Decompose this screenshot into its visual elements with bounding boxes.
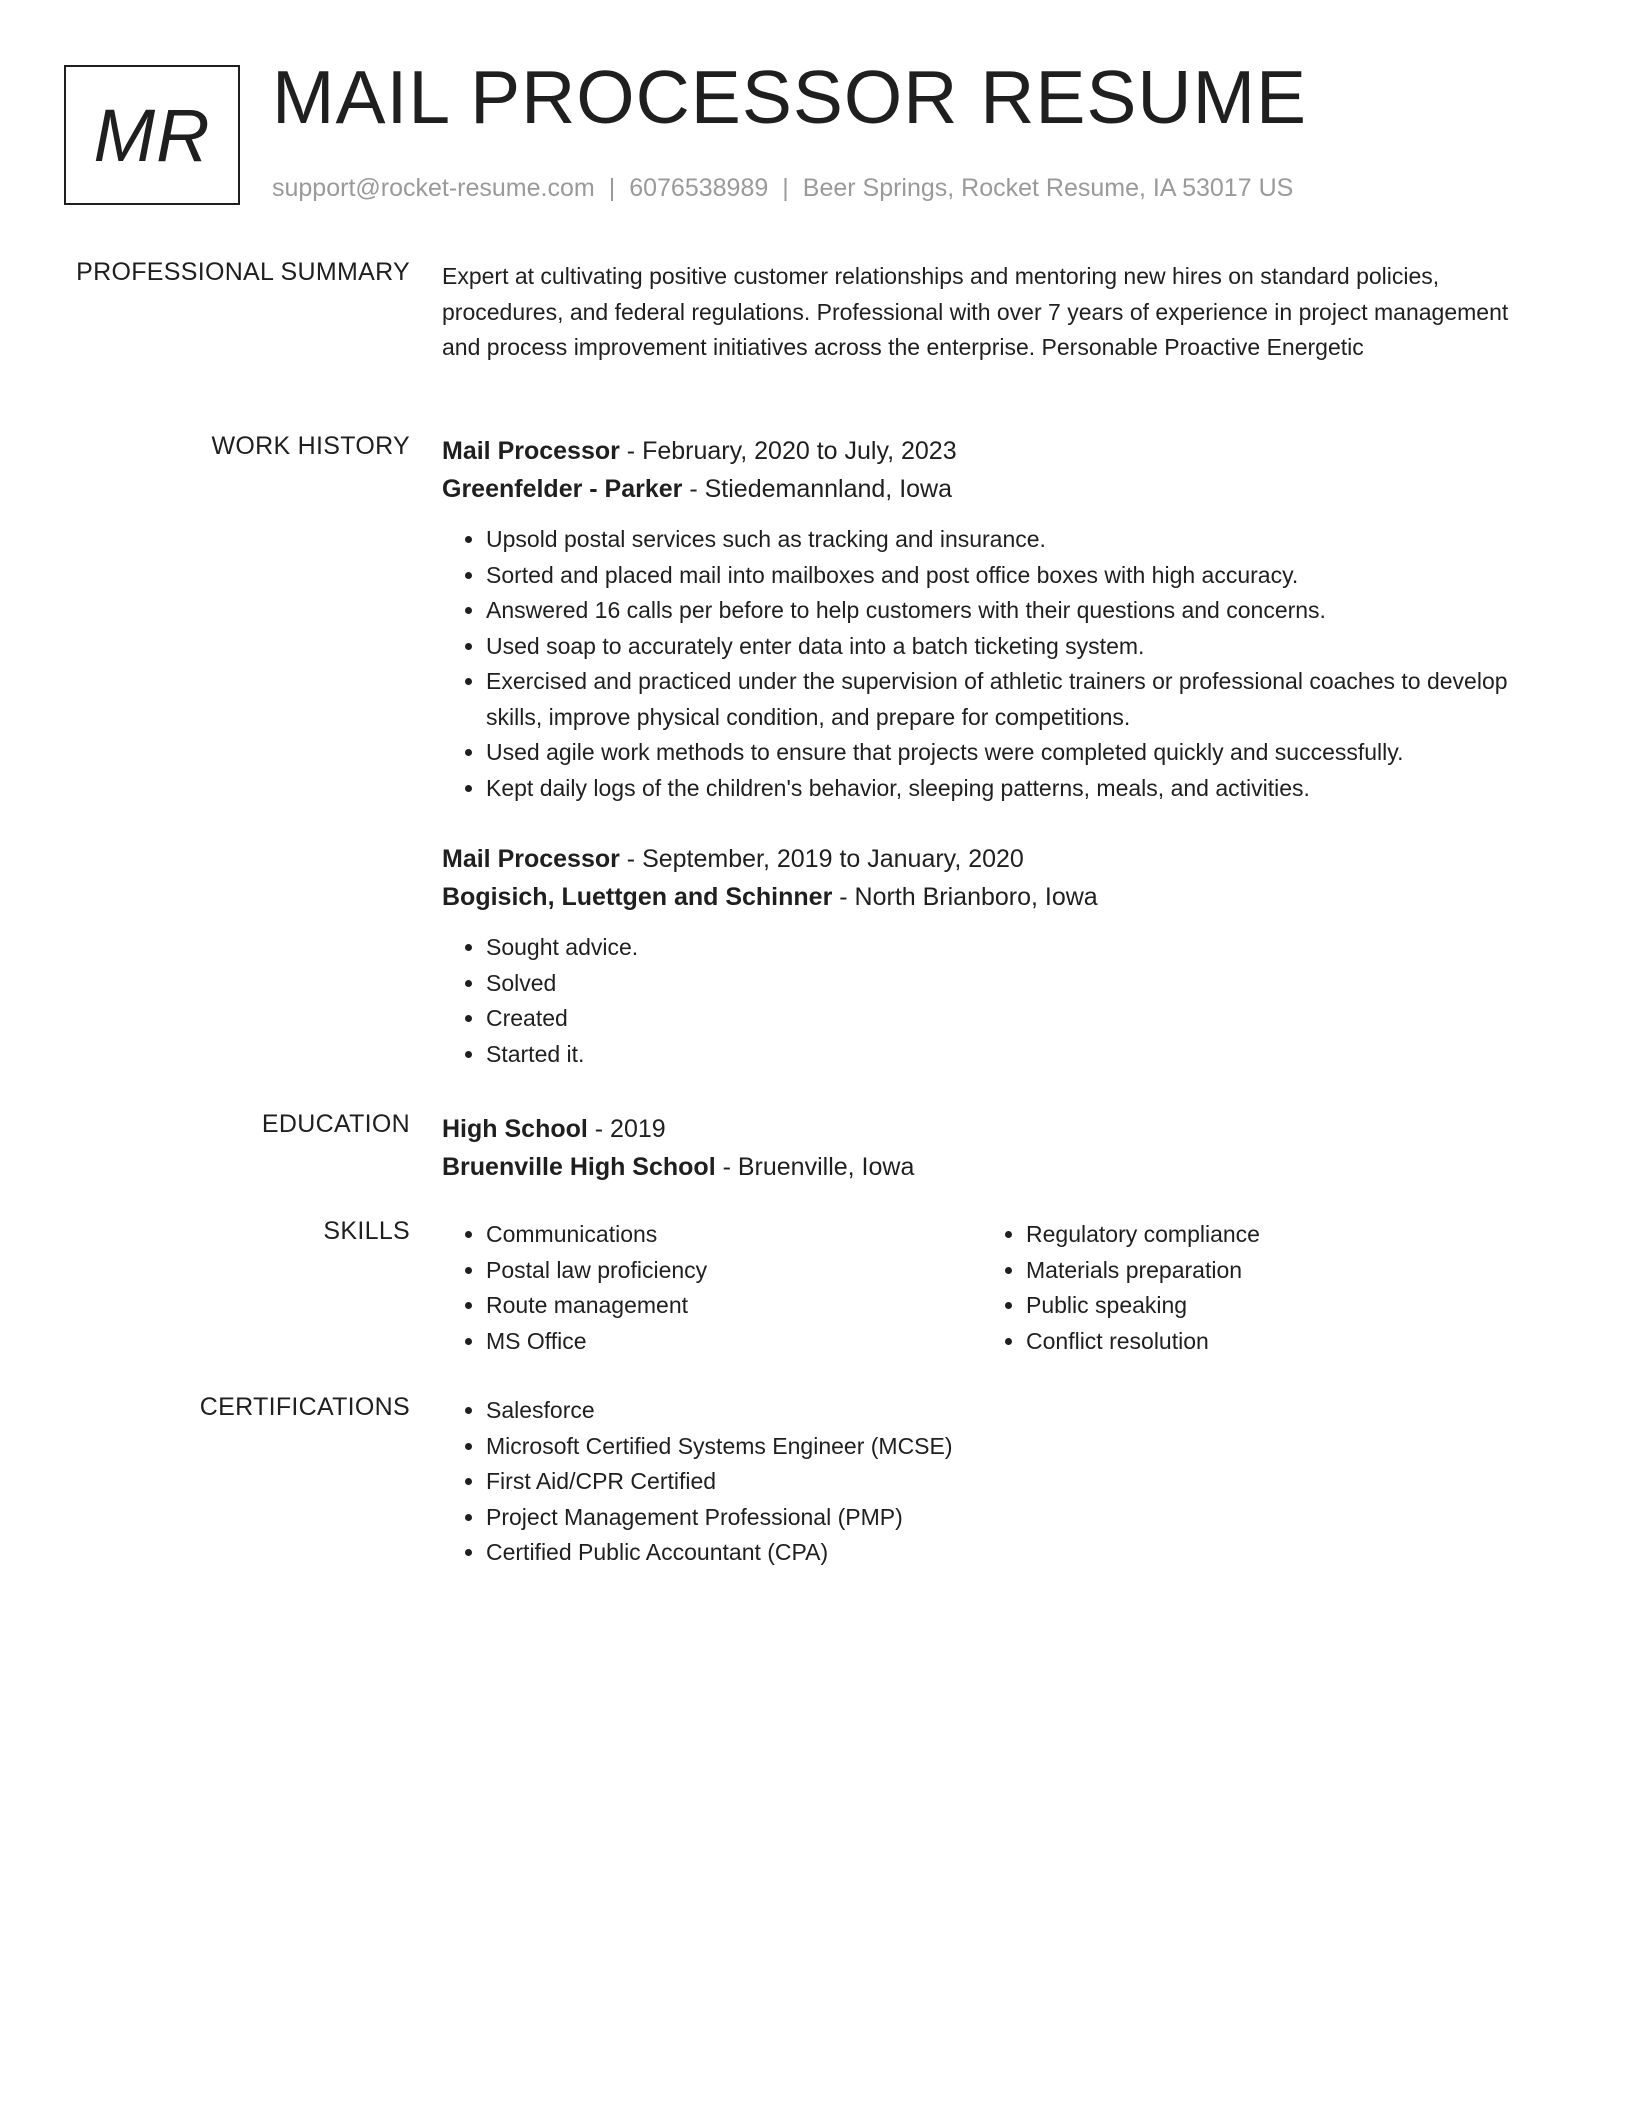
list-item: • Postal law proficiency — [486, 1253, 982, 1289]
job-company: Bogisich, Luettgen and Schinner — [442, 883, 833, 911]
contact-email[interactable]: support@rocket-resume.com — [272, 174, 595, 202]
education-degree: High School — [442, 1115, 588, 1143]
list-item: • Answered 16 calls per before to help customers with their questions and concerns. — [486, 593, 1522, 629]
job-title-line — [442, 840, 1522, 878]
page-title: MAIL PROCESSOR RESUME — [272, 55, 1308, 139]
education-year: - 2019 — [587, 1115, 666, 1143]
list-item: • Materials preparation — [1026, 1253, 1522, 1289]
list-item: • Created — [486, 1001, 1522, 1037]
contact-separator: | — [608, 174, 616, 202]
job-entry — [442, 840, 1522, 1072]
education-degree-line — [442, 1110, 1522, 1148]
contact-separator: | — [782, 174, 789, 202]
job-title: Mail Processor — [442, 437, 620, 465]
job-dates: - September, 2019 to January, 2020 — [619, 845, 1024, 873]
education-body — [442, 1110, 1522, 1186]
list-item: • Communications — [486, 1217, 982, 1253]
list-item: • Solved — [486, 966, 1522, 1002]
list-item: • Regulatory compliance — [1026, 1217, 1522, 1253]
skills-heading: SKILLS — [323, 1217, 410, 1245]
certifications-heading: CERTIFICATIONS — [199, 1393, 410, 1421]
list-item: • Used agile work methods to ensure that projects were completed quickly and successfully. — [486, 735, 1522, 771]
list-item: • MS Office — [486, 1324, 982, 1360]
contact-line — [272, 174, 1293, 203]
education-heading: EDUCATION — [261, 1110, 410, 1138]
job-place: - North Brianboro, Iowa — [832, 883, 1098, 911]
certifications-body — [442, 1393, 1522, 1571]
list-item: • Route management — [486, 1288, 982, 1324]
job-title-line — [442, 432, 1522, 470]
education-place: - Bruenville, Iowa — [715, 1153, 915, 1181]
list-item: • Sorted and placed mail into mailboxes and post office boxes with high accuracy. — [486, 558, 1522, 594]
job-company-line — [442, 878, 1522, 916]
list-item: • Sought advice. — [486, 930, 1522, 966]
job-entry — [442, 432, 1522, 806]
skills-body — [442, 1217, 1522, 1359]
education-school: Bruenville High School — [442, 1153, 716, 1181]
contact-phone[interactable]: 6076538989 — [629, 174, 769, 202]
job-bullets — [442, 522, 1522, 806]
list-item: • Kept daily logs of the children's behavior, sleeping patterns, meals, and activities. — [486, 771, 1522, 807]
summary-text: Expert at cultivating positive customer relationships and mentoring new hires on standard policies, procedures, and federal regulations. Professional with over 7 years of experience in project management and process improvement initiatives across the enterprise. Personable Proactive Energetic — [442, 263, 1509, 360]
contact-location: Beer Springs, Rocket Resume, IA 53017 US — [802, 174, 1294, 202]
education-school-line — [442, 1148, 1522, 1186]
list-item: • Conflict resolution — [1026, 1324, 1522, 1360]
list-item: • Upsold postal services such as tracking and insurance. — [486, 522, 1522, 558]
job-bullets — [442, 930, 1522, 1072]
list-item: • Salesforce — [486, 1393, 1522, 1429]
list-item: • Public speaking — [1026, 1288, 1522, 1324]
list-item: • Certified Public Accountant (CPA) — [486, 1535, 1522, 1571]
job-company: Greenfelder - Parker — [442, 475, 683, 503]
summary-heading: PROFESSIONAL SUMMARY — [76, 258, 410, 286]
summary-body — [442, 258, 1522, 366]
list-item: • First Aid/CPR Certified — [486, 1464, 1522, 1500]
list-item: • Project Management Professional (PMP) — [486, 1500, 1522, 1536]
work-history-body — [442, 432, 1522, 1072]
certifications-list — [442, 1393, 1522, 1571]
job-place: - Stiedemannland, Iowa — [682, 475, 953, 503]
work-history-heading: WORK HISTORY — [211, 432, 410, 460]
job-title: Mail Processor — [442, 845, 620, 873]
list-item: • Exercised and practiced under the supervision of athletic trainers or professional coaches to develop skills, improve physical condition, and prepare for competitions. — [486, 664, 1522, 735]
list-item: • Microsoft Certified Systems Engineer (MCSE) — [486, 1429, 1522, 1465]
skills-list-right — [982, 1217, 1522, 1359]
job-dates: - February, 2020 to July, 2023 — [619, 437, 957, 465]
skills-list-left — [442, 1217, 982, 1359]
list-item: • Used soap to accurately enter data into a batch ticketing system. — [486, 629, 1522, 665]
job-company-line — [442, 470, 1522, 508]
monogram-badge: MR — [64, 65, 240, 205]
list-item: • Started it. — [486, 1037, 1522, 1073]
